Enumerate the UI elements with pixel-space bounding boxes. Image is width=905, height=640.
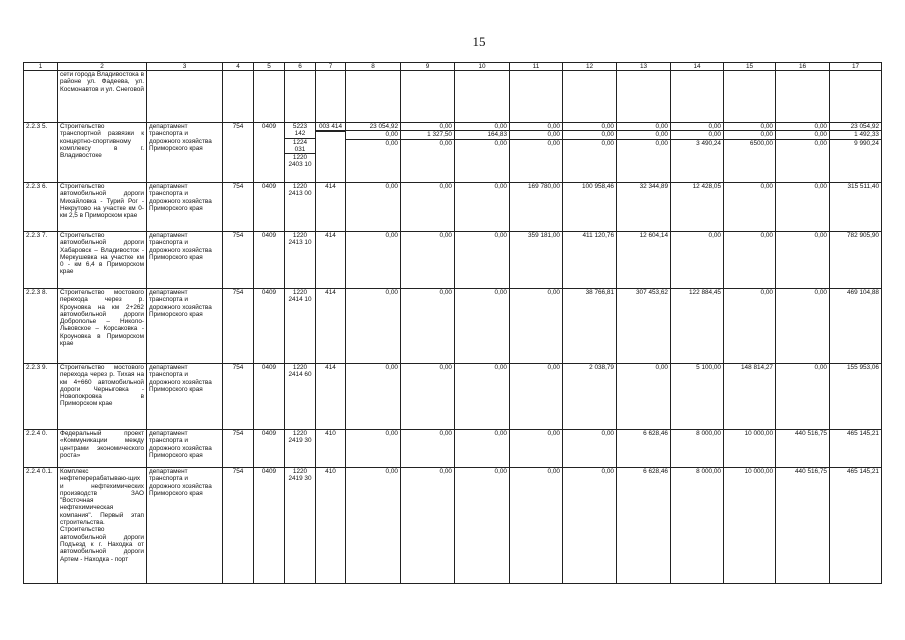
expense-type-code [316, 430, 346, 468]
year-amount [401, 123, 455, 183]
amount-value: 0,00 [439, 430, 452, 437]
year-amount [510, 71, 563, 123]
year-amount [563, 123, 617, 183]
amount-value: 32 344,89 [639, 183, 668, 190]
amount-value: 100 958,46 [582, 183, 614, 190]
target-article-value: 1220 2413 00 [288, 183, 312, 198]
total-amount [830, 71, 882, 123]
table-row [24, 123, 882, 183]
year-amount [617, 430, 671, 468]
year-amount [776, 430, 830, 468]
column-number: 1 [24, 63, 58, 71]
item-code [24, 71, 58, 123]
year-amount [776, 71, 830, 123]
amount-value: 465 145,21 [847, 468, 879, 475]
amount-value: 6 628,46 [643, 430, 668, 437]
target-article-code [285, 71, 316, 123]
amount-value: 0,00 [385, 430, 398, 437]
column-number: 5 [254, 63, 285, 71]
year-amount [617, 183, 671, 232]
amount-value: 0,00 [510, 130, 562, 138]
column-number: 7 [316, 63, 346, 71]
section-code: 0409 [254, 123, 285, 183]
year-amount [563, 289, 617, 364]
year-amount [510, 183, 563, 232]
item-name: сети города Владивостока в районе ул. Фадеева, ул. Космонавтов и ул. Снеговой [58, 71, 147, 123]
year-amount [617, 123, 671, 183]
table-row [24, 468, 882, 584]
amount-value: 0,00 [385, 289, 398, 296]
year-amount [510, 364, 563, 430]
total-amount [830, 289, 882, 364]
amount-value: 122 884,45 [689, 289, 721, 296]
year-amount [455, 123, 510, 183]
section-code: 0409 [254, 430, 285, 468]
amount-value: 10 000,00 [744, 430, 773, 437]
year-amount [617, 289, 671, 364]
amount-value: 0,00 [814, 364, 827, 371]
amount-value: 0,00 [494, 364, 507, 371]
amount-value: 0,00 [547, 468, 560, 475]
grbs-code: 754 [223, 364, 254, 430]
amount-value: 0,00 [776, 130, 829, 138]
amount-value: 440 516,75 [795, 468, 827, 475]
item-name: Строительство мостового перехода через р. Кроуновка на км 2+262 автомобильной дороги Доброполье – Николо-Львовское – Корсаковка - Кроуновка в Приморском крае [58, 289, 147, 364]
amount-value: 12 428,05 [692, 183, 721, 190]
amount-value: 0,00 [439, 123, 452, 130]
amount-value: 1 492,33 [830, 130, 881, 138]
department: департамент транспорта и дорожного хозяйства Приморского края [147, 430, 223, 468]
amount-value: 0,00 [547, 430, 560, 437]
amount-value: 0,00 [385, 364, 398, 371]
total-amount [830, 364, 882, 430]
column-number: 15 [724, 63, 776, 71]
amount-value: 0,00 [494, 430, 507, 437]
year-amount [401, 289, 455, 364]
table-row [24, 71, 882, 123]
year-amount [346, 71, 401, 123]
grbs-code: 754 [223, 430, 254, 468]
target-article-code [285, 364, 316, 430]
amount-value: 0,00 [601, 468, 614, 475]
item-code: 2.2.3 5. [24, 123, 58, 183]
amount-value: 469 104,88 [847, 289, 879, 296]
year-amount [346, 183, 401, 232]
amount-value: 8 000,00 [696, 468, 721, 475]
year-amount [401, 71, 455, 123]
column-number: 10 [455, 63, 510, 71]
amount-value: 0,00 [494, 289, 507, 296]
year-amount [776, 232, 830, 289]
amount-value: 5 100,00 [696, 364, 721, 371]
target-article-code [285, 468, 316, 584]
amount-value: 0,00 [708, 123, 721, 130]
column-number: 2 [58, 63, 147, 71]
amount-value: 0,00 [724, 130, 775, 138]
grbs-code: 754 [223, 289, 254, 364]
amount-value: 38 766,81 [585, 289, 614, 296]
amount-value: 0,00 [814, 289, 827, 296]
year-amount [401, 430, 455, 468]
year-amount [346, 364, 401, 430]
year-amount [776, 468, 830, 584]
year-amount [671, 430, 724, 468]
amount-value: 0,00 [439, 183, 452, 190]
amount-value: 411 120,76 [582, 232, 614, 239]
year-amount [401, 364, 455, 430]
section-code: 0409 [254, 364, 285, 430]
amount-value: 782 905,90 [847, 232, 879, 239]
amount-value: 0,00 [510, 139, 562, 147]
amount-value: 164,83 [455, 130, 509, 138]
amount-value: 0,00 [385, 468, 398, 475]
amount-value: 0,00 [346, 130, 400, 138]
total-amount [830, 430, 882, 468]
section-code [254, 71, 285, 123]
amount-value: 0,00 [760, 289, 773, 296]
grbs-code: 754 [223, 232, 254, 289]
amount-value: 0,00 [401, 139, 454, 147]
section-code: 0409 [254, 232, 285, 289]
amount-value: 0,00 [563, 130, 616, 138]
year-amount [563, 430, 617, 468]
year-amount [455, 468, 510, 584]
year-amount [776, 123, 830, 183]
total-amount [830, 468, 882, 584]
expense-type-code [316, 468, 346, 584]
year-amount [617, 364, 671, 430]
department: департамент транспорта и дорожного хозяйства Приморского края [147, 232, 223, 289]
target-article-code [285, 183, 316, 232]
amount-value: 0,00 [385, 183, 398, 190]
item-code: 2.2.4 0. [24, 430, 58, 468]
year-amount [510, 232, 563, 289]
column-number: 8 [346, 63, 401, 71]
amount-value: 359 181,00 [528, 232, 560, 239]
amount-value: 0,00 [547, 364, 560, 371]
year-amount [510, 468, 563, 584]
expense-type-value: 410 [325, 468, 336, 475]
table-row [24, 232, 882, 289]
amount-value: 0,00 [494, 183, 507, 190]
table-row [24, 289, 882, 364]
department: департамент транспорта и дорожного хозяйства Приморского края [147, 289, 223, 364]
amount-value: 0,00 [439, 364, 452, 371]
expense-type-value: 414 [325, 289, 336, 296]
item-code: 2.2.3 9. [24, 364, 58, 430]
year-amount [776, 289, 830, 364]
year-amount [401, 232, 455, 289]
year-amount [671, 289, 724, 364]
amount-value: 0,00 [439, 232, 452, 239]
amount-value: 23 054,92 [369, 123, 398, 130]
section-code: 0409 [254, 289, 285, 364]
column-number: 13 [617, 63, 671, 71]
year-amount [563, 232, 617, 289]
year-amount [671, 123, 724, 183]
amount-value: 169 780,00 [528, 183, 560, 190]
year-amount [724, 289, 776, 364]
year-amount [455, 71, 510, 123]
amount-value: 0,00 [671, 130, 723, 138]
year-amount [671, 364, 724, 430]
grbs-code: 754 [223, 183, 254, 232]
department: департамент транспорта и дорожного хозяйства Приморского края [147, 123, 223, 183]
department: департамент транспорта и дорожного хозяйства Приморского края [147, 468, 223, 584]
amount-value: 23 054,92 [850, 123, 879, 130]
target-article-value: 1224 031 [285, 138, 315, 154]
item-name: Строительство автомобильной дороги Михайловка - Турий Рог - Некрутово на участке км 0- км 2,5 в Приморском крае [58, 183, 147, 232]
year-amount [776, 183, 830, 232]
year-amount [671, 183, 724, 232]
table-row [24, 430, 882, 468]
column-number: 12 [563, 63, 617, 71]
year-amount [455, 289, 510, 364]
year-amount [724, 183, 776, 232]
amount-value: 0,00 [814, 232, 827, 239]
amount-value: 0,00 [563, 139, 616, 147]
total-amount [830, 123, 882, 183]
table-row [24, 364, 882, 430]
amount-value: 0,00 [617, 130, 670, 138]
budget-table [23, 62, 882, 584]
year-amount [724, 364, 776, 430]
year-amount [455, 183, 510, 232]
page-number: 15 [472, 34, 486, 49]
year-amount [510, 123, 563, 183]
amount-value: 6500,00 [724, 139, 775, 147]
year-amount [455, 232, 510, 289]
item-code: 2.2.3 8. [24, 289, 58, 364]
amount-value: 0,00 [346, 139, 400, 147]
expense-type-value: 414 [325, 232, 336, 239]
year-amount [724, 468, 776, 584]
item-code: 2.2.3 6. [24, 183, 58, 232]
target-article-value: 1220 2403 10 [285, 153, 315, 169]
section-code: 0409 [254, 468, 285, 584]
expense-type-value: 414 [325, 183, 336, 190]
expense-type-value: 414 [325, 364, 336, 371]
column-number: 6 [285, 63, 316, 71]
year-amount [617, 468, 671, 584]
target-article-value: 1220 2413 10 [288, 232, 312, 247]
target-article-code [285, 123, 316, 183]
year-amount [617, 232, 671, 289]
target-article-value: 1220 2414 10 [288, 289, 312, 304]
year-amount [563, 183, 617, 232]
column-number: 16 [776, 63, 830, 71]
amount-value: 315 511,40 [847, 183, 879, 190]
item-name: Комплекс нефтеперерабатываю-щих и нефтехимических производств ЗАО "Восточная нефтехимическая компания". Первый этап строительства. Строительство автомобильной дороги Подъезд к г. Находка от автомобильной дороги Артем - Находка - порт [58, 468, 147, 584]
department: департамент транспорта и дорожного хозяйства Приморского края [147, 183, 223, 232]
year-amount [724, 71, 776, 123]
column-number: 9 [401, 63, 455, 71]
amount-value: 0,00 [547, 123, 560, 130]
department: департамент транспорта и дорожного хозяйства Приморского края [147, 364, 223, 430]
target-article-value: 1220 2419 30 [288, 430, 312, 445]
amount-value: 0,00 [601, 123, 614, 130]
expense-type-code [316, 232, 346, 289]
item-name: Федеральный проект «Коммуникации между центрами экономического роста» [58, 430, 147, 468]
year-amount [724, 430, 776, 468]
amount-value: 2 038,79 [589, 364, 614, 371]
target-article-code [285, 430, 316, 468]
amount-value: 440 516,75 [795, 430, 827, 437]
amount-value: 148 814,27 [741, 364, 773, 371]
year-amount [401, 183, 455, 232]
amount-value: 0,00 [655, 364, 668, 371]
grbs-code [223, 71, 254, 123]
expense-type-code [316, 71, 346, 123]
department [147, 71, 223, 123]
year-amount [346, 468, 401, 584]
column-number: 17 [830, 63, 882, 71]
amount-value: 0,00 [776, 139, 829, 147]
year-amount [617, 71, 671, 123]
amount-value: 8 000,00 [696, 430, 721, 437]
amount-value: 155 953,06 [847, 364, 879, 371]
expense-type-value: 003 414 [318, 123, 343, 130]
target-article-value: 5223 142 [292, 123, 308, 138]
target-article-code [285, 289, 316, 364]
year-amount [346, 123, 401, 183]
year-amount [671, 232, 724, 289]
amount-value: 0,00 [385, 232, 398, 239]
item-name: Строительство мостового перехода через р. Тихая на км 4+660 автомобильной дороги Черныговка - Новопокровка в Приморском крае [58, 364, 147, 430]
amount-value: 1 327,50 [401, 130, 454, 138]
amount-value: 0,00 [601, 430, 614, 437]
expense-type-code [316, 289, 346, 364]
amount-value: 0,00 [439, 289, 452, 296]
amount-value: 0,00 [439, 468, 452, 475]
amount-value: 0,00 [814, 183, 827, 190]
amount-value: 0,00 [760, 232, 773, 239]
item-name: Строительство транспортной развязки к концертно-спортивному комплексу в г. Владивостоке [58, 123, 147, 183]
year-amount [724, 123, 776, 183]
amount-value: 0,00 [494, 468, 507, 475]
amount-value: 0,00 [760, 183, 773, 190]
table-row [24, 183, 882, 232]
year-amount [455, 364, 510, 430]
amount-value: 0,00 [617, 139, 670, 147]
year-amount [671, 71, 724, 123]
amount-value: 10 000,00 [744, 468, 773, 475]
expense-type-code [316, 183, 346, 232]
amount-value: 9 990,24 [830, 139, 881, 147]
total-amount [830, 183, 882, 232]
year-amount [563, 468, 617, 584]
total-amount [830, 232, 882, 289]
year-amount [346, 430, 401, 468]
amount-value: 6 628,46 [643, 468, 668, 475]
amount-value: 0,00 [494, 123, 507, 130]
target-article-code [285, 232, 316, 289]
amount-value: 465 145,21 [847, 430, 879, 437]
amount-value: 0,00 [494, 232, 507, 239]
target-article-value: 1220 2419 30 [288, 468, 312, 483]
amount-value: 307 453,62 [636, 289, 668, 296]
amount-value: 12 604,14 [639, 232, 668, 239]
grbs-code: 754 [223, 123, 254, 183]
item-code: 2.2.3 7. [24, 232, 58, 289]
year-amount [346, 232, 401, 289]
year-amount [671, 468, 724, 584]
amount-value: 0,00 [760, 123, 773, 130]
expense-type-value [316, 131, 345, 132]
column-number-row [24, 63, 882, 71]
column-number: 3 [147, 63, 223, 71]
section-code: 0409 [254, 183, 285, 232]
year-amount [563, 364, 617, 430]
column-number: 11 [510, 63, 563, 71]
year-amount [510, 430, 563, 468]
year-amount [563, 71, 617, 123]
amount-value: 0,00 [547, 289, 560, 296]
column-number: 14 [671, 63, 724, 71]
item-code: 2.2.4 0.1. [24, 468, 58, 584]
year-amount [401, 468, 455, 584]
year-amount [455, 430, 510, 468]
year-amount [510, 289, 563, 364]
expense-type-value: 410 [325, 430, 336, 437]
amount-value: 0,00 [455, 139, 509, 147]
expense-type-code [316, 364, 346, 430]
grbs-code: 754 [223, 468, 254, 584]
amount-value: 0,00 [814, 123, 827, 130]
column-number: 4 [223, 63, 254, 71]
target-article-value: 1220 2414 60 [288, 364, 312, 379]
year-amount [724, 232, 776, 289]
expense-type-code [316, 123, 346, 183]
amount-value: 0,00 [708, 232, 721, 239]
amount-value: 3 490,24 [671, 139, 723, 147]
amount-value: 0,00 [655, 123, 668, 130]
year-amount [346, 289, 401, 364]
item-name: Строительство автомобильной дороги Хабаровск – Владивосток - Меркушевка на участке км 0 - км 6,4 в Приморском крае [58, 232, 147, 289]
year-amount [776, 364, 830, 430]
